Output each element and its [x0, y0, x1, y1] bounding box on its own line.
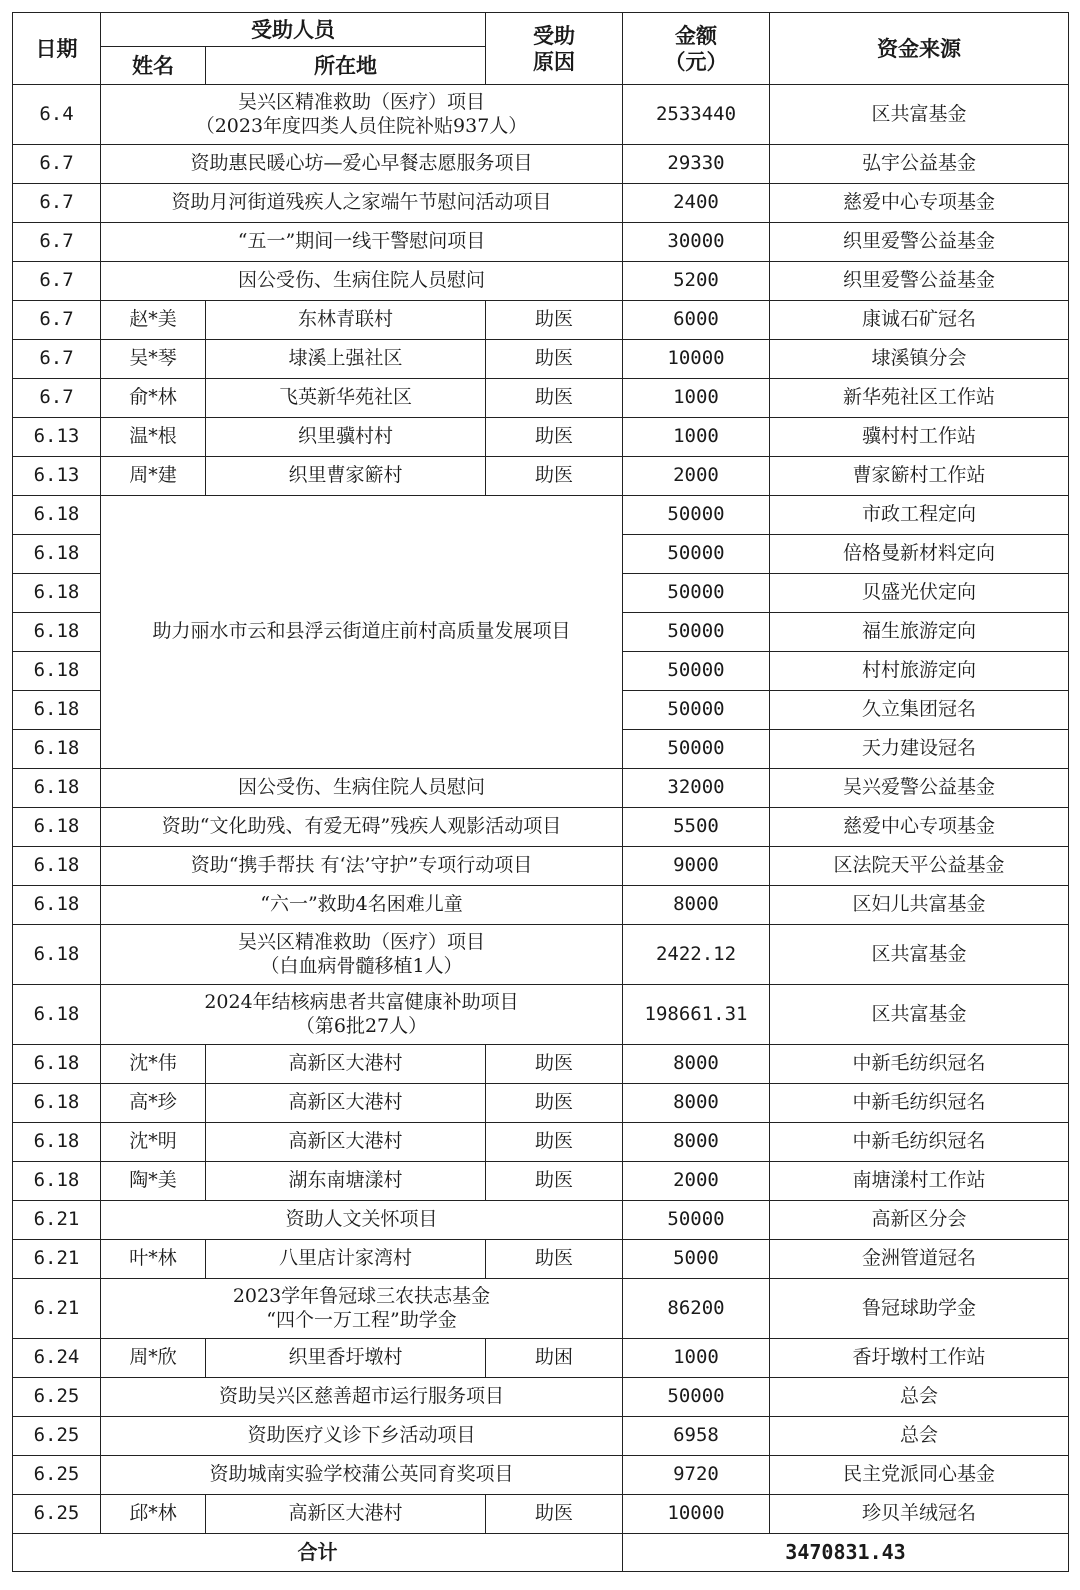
source-cell: 香圩墩村工作站: [770, 1339, 1069, 1378]
location-cell: 高新区大港村: [206, 1495, 486, 1534]
amount-cell: 2533440: [623, 85, 770, 145]
source-cell: 总会: [770, 1378, 1069, 1417]
source-cell: 贝盛光伏定向: [770, 574, 1069, 613]
reason-cell: 助医: [486, 1084, 623, 1123]
total-row: [13, 1534, 1069, 1572]
source-cell: 新华苑社区工作站: [770, 379, 1069, 418]
date-cell: 6.18: [13, 1084, 101, 1123]
source-cell: 中新毛纺织冠名: [770, 1084, 1069, 1123]
date-cell: 6.21: [13, 1279, 101, 1339]
source-cell: 区共富基金: [770, 85, 1069, 145]
name-cell: 温*根: [101, 418, 206, 457]
table-row: [13, 925, 1069, 985]
source-cell: 区法院天平公益基金: [770, 847, 1069, 886]
date-cell: 6.18: [13, 847, 101, 886]
header-date: 日期: [13, 13, 101, 85]
name-cell: 高*珍: [101, 1084, 206, 1123]
source-cell: 吴兴爱警公益基金: [770, 769, 1069, 808]
header-amount: 金额 （元）: [623, 13, 770, 85]
amount-cell: 1000: [623, 418, 770, 457]
location-cell: 东林青联村: [206, 301, 486, 340]
name-cell: 沈*明: [101, 1123, 206, 1162]
location-cell: 八里店计家湾村: [206, 1240, 486, 1279]
amount-cell: 50000: [623, 652, 770, 691]
reason-cell: 助医: [486, 418, 623, 457]
date-cell: 6.18: [13, 1162, 101, 1201]
reason-cell: 助医: [486, 1240, 623, 1279]
table-row: [13, 145, 1069, 184]
reason-cell: 助医: [486, 1162, 623, 1201]
table-row: [13, 1045, 1069, 1084]
table-row: [13, 1495, 1069, 1534]
project-cell: 资助人文关怀项目: [101, 1201, 623, 1240]
reason-cell: 助医: [486, 340, 623, 379]
date-cell: 6.18: [13, 1045, 101, 1084]
table-row: [13, 457, 1069, 496]
project-cell: 资助医疗义诊下乡活动项目: [101, 1417, 623, 1456]
table-row: [13, 1456, 1069, 1495]
date-cell: 6.18: [13, 496, 101, 535]
project-cell: 资助城南实验学校蒲公英同育奖项目: [101, 1456, 623, 1495]
date-cell: 6.18: [13, 652, 101, 691]
source-cell: 村村旅游定向: [770, 652, 1069, 691]
table-row: [13, 1162, 1069, 1201]
project-cell: 吴兴区精准救助（医疗）项目 （白血病骨髓移植1人）: [101, 925, 623, 985]
total-label: 合计: [13, 1534, 623, 1572]
amount-cell: 2000: [623, 457, 770, 496]
reason-cell: 助医: [486, 1123, 623, 1162]
source-cell: 倍格曼新材料定向: [770, 535, 1069, 574]
date-cell: 6.18: [13, 691, 101, 730]
group-project-cell: 助力丽水市云和县浮云街道庄前村高质量发展项目: [101, 496, 623, 769]
amount-cell: 50000: [623, 535, 770, 574]
amount-cell: 8000: [623, 886, 770, 925]
table-row: [13, 1201, 1069, 1240]
location-cell: 高新区大港村: [206, 1084, 486, 1123]
table-row: [13, 1339, 1069, 1378]
amount-cell: 6958: [623, 1417, 770, 1456]
amount-cell: 50000: [623, 613, 770, 652]
date-cell: 6.18: [13, 985, 101, 1045]
amount-cell: 6000: [623, 301, 770, 340]
amount-cell: 5500: [623, 808, 770, 847]
project-cell: 2024年结核病患者共富健康补助项目 （第6批27人）: [101, 985, 623, 1045]
table-row: [13, 1240, 1069, 1279]
amount-cell: 9000: [623, 847, 770, 886]
source-cell: 慈爱中心专项基金: [770, 184, 1069, 223]
date-cell: 6.7: [13, 379, 101, 418]
date-cell: 6.18: [13, 808, 101, 847]
project-cell: “五一”期间一线干警慰问项目: [101, 223, 623, 262]
name-cell: 俞*林: [101, 379, 206, 418]
table-row: [13, 1279, 1069, 1339]
date-cell: 6.18: [13, 574, 101, 613]
source-cell: 弘宇公益基金: [770, 145, 1069, 184]
name-cell: 周*欣: [101, 1339, 206, 1378]
source-cell: 慈爱中心专项基金: [770, 808, 1069, 847]
date-cell: 6.25: [13, 1417, 101, 1456]
date-cell: 6.18: [13, 535, 101, 574]
table-row: [13, 1417, 1069, 1456]
amount-cell: 86200: [623, 1279, 770, 1339]
amount-cell: 8000: [623, 1123, 770, 1162]
location-cell: 织里香圩墩村: [206, 1339, 486, 1378]
source-cell: 鲁冠球助学金: [770, 1279, 1069, 1339]
date-cell: 6.18: [13, 886, 101, 925]
date-cell: 6.18: [13, 769, 101, 808]
name-cell: 周*建: [101, 457, 206, 496]
table-row: [13, 85, 1069, 145]
amount-cell: 10000: [623, 340, 770, 379]
date-cell: 6.13: [13, 418, 101, 457]
date-cell: 6.21: [13, 1240, 101, 1279]
location-cell: 织里曹家簖村: [206, 457, 486, 496]
table-row: [13, 184, 1069, 223]
amount-cell: 9720: [623, 1456, 770, 1495]
amount-cell: 2000: [623, 1162, 770, 1201]
amount-cell: 50000: [623, 1378, 770, 1417]
reason-cell: 助困: [486, 1339, 623, 1378]
source-cell: 埭溪镇分会: [770, 340, 1069, 379]
source-cell: 区共富基金: [770, 985, 1069, 1045]
source-cell: 织里爱警公益基金: [770, 223, 1069, 262]
amount-cell: 50000: [623, 574, 770, 613]
total-value: 3470831.43: [623, 1534, 1069, 1572]
amount-cell: 1000: [623, 1339, 770, 1378]
donation-table: [12, 12, 1069, 1572]
amount-cell: 2400: [623, 184, 770, 223]
date-cell: 6.21: [13, 1201, 101, 1240]
amount-cell: 1000: [623, 379, 770, 418]
table-row: [13, 379, 1069, 418]
header-location: 所在地: [206, 47, 486, 85]
reason-cell: 助医: [486, 1045, 623, 1084]
source-cell: 中新毛纺织冠名: [770, 1045, 1069, 1084]
source-cell: 南塘漾村工作站: [770, 1162, 1069, 1201]
reason-cell: 助医: [486, 301, 623, 340]
source-cell: 金洲管道冠名: [770, 1240, 1069, 1279]
source-cell: 区妇儿共富基金: [770, 886, 1069, 925]
location-cell: 织里骥村村: [206, 418, 486, 457]
table-row: [13, 886, 1069, 925]
source-cell: 康诚石矿冠名: [770, 301, 1069, 340]
date-cell: 6.24: [13, 1339, 101, 1378]
project-cell: 吴兴区精准救助（医疗）项目 （2023年度四类人员住院补贴937人）: [101, 85, 623, 145]
project-cell: “六一”救助4名困难儿童: [101, 886, 623, 925]
header-reason: 受助 原因: [486, 13, 623, 85]
table-row: [13, 985, 1069, 1045]
date-cell: 6.18: [13, 1123, 101, 1162]
amount-cell: 50000: [623, 1201, 770, 1240]
project-cell: 因公受伤、生病住院人员慰问: [101, 262, 623, 301]
date-cell: 6.7: [13, 184, 101, 223]
location-cell: 飞英新华苑社区: [206, 379, 486, 418]
table-row: [13, 262, 1069, 301]
amount-cell: 198661.31: [623, 985, 770, 1045]
project-cell: 2023学年鲁冠球三农扶志基金 “四个一万工程”助学金: [101, 1279, 623, 1339]
source-cell: 区共富基金: [770, 925, 1069, 985]
table-row: [13, 1378, 1069, 1417]
source-cell: 民主党派同心基金: [770, 1456, 1069, 1495]
location-cell: 高新区大港村: [206, 1123, 486, 1162]
header-recipient: 受助人员: [101, 13, 486, 47]
name-cell: 邱*林: [101, 1495, 206, 1534]
name-cell: 赵*美: [101, 301, 206, 340]
source-cell: 曹家簖村工作站: [770, 457, 1069, 496]
name-cell: 沈*伟: [101, 1045, 206, 1084]
date-cell: 6.25: [13, 1495, 101, 1534]
amount-cell: 50000: [623, 730, 770, 769]
project-cell: 资助惠民暖心坊—爱心早餐志愿服务项目: [101, 145, 623, 184]
table-row: [13, 496, 1069, 535]
source-cell: 中新毛纺织冠名: [770, 1123, 1069, 1162]
project-cell: 资助吴兴区慈善超市运行服务项目: [101, 1378, 623, 1417]
date-cell: 6.18: [13, 613, 101, 652]
date-cell: 6.25: [13, 1378, 101, 1417]
table-row: [13, 847, 1069, 886]
table-row: [13, 340, 1069, 379]
name-cell: 陶*美: [101, 1162, 206, 1201]
amount-cell: 8000: [623, 1084, 770, 1123]
reason-cell: 助医: [486, 379, 623, 418]
date-cell: 6.7: [13, 301, 101, 340]
reason-cell: 助医: [486, 1495, 623, 1534]
amount-cell: 8000: [623, 1045, 770, 1084]
project-cell: 资助月河街道残疾人之家端午节慰问活动项目: [101, 184, 623, 223]
header-source: 资金来源: [770, 13, 1069, 85]
amount-cell: 50000: [623, 691, 770, 730]
date-cell: 6.7: [13, 145, 101, 184]
source-cell: 市政工程定向: [770, 496, 1069, 535]
source-cell: 久立集团冠名: [770, 691, 1069, 730]
table-row: [13, 1123, 1069, 1162]
table-row: [13, 769, 1069, 808]
header-name: 姓名: [101, 47, 206, 85]
table-row: [13, 808, 1069, 847]
name-cell: 叶*林: [101, 1240, 206, 1279]
reason-cell: 助医: [486, 457, 623, 496]
date-cell: 6.7: [13, 223, 101, 262]
location-cell: 埭溪上强社区: [206, 340, 486, 379]
source-cell: 福生旅游定向: [770, 613, 1069, 652]
project-cell: 因公受伤、生病住院人员慰问: [101, 769, 623, 808]
source-cell: 骥村村工作站: [770, 418, 1069, 457]
name-cell: 吴*琴: [101, 340, 206, 379]
date-cell: 6.4: [13, 85, 101, 145]
date-cell: 6.7: [13, 262, 101, 301]
amount-cell: 30000: [623, 223, 770, 262]
source-cell: 高新区分会: [770, 1201, 1069, 1240]
source-cell: 珍贝羊绒冠名: [770, 1495, 1069, 1534]
table-row: [13, 301, 1069, 340]
amount-cell: 2422.12: [623, 925, 770, 985]
amount-cell: 32000: [623, 769, 770, 808]
amount-cell: 10000: [623, 1495, 770, 1534]
project-cell: 资助“携手帮扶 有‘法’守护”专项行动项目: [101, 847, 623, 886]
source-cell: 总会: [770, 1417, 1069, 1456]
amount-cell: 5200: [623, 262, 770, 301]
project-cell: 资助“文化助残、有爱无碍”残疾人观影活动项目: [101, 808, 623, 847]
source-cell: 天力建设冠名: [770, 730, 1069, 769]
date-cell: 6.18: [13, 925, 101, 985]
date-cell: 6.7: [13, 340, 101, 379]
date-cell: 6.18: [13, 730, 101, 769]
source-cell: 织里爱警公益基金: [770, 262, 1069, 301]
amount-cell: 5000: [623, 1240, 770, 1279]
date-cell: 6.25: [13, 1456, 101, 1495]
amount-cell: 29330: [623, 145, 770, 184]
table-row: [13, 418, 1069, 457]
date-cell: 6.13: [13, 457, 101, 496]
table-row: [13, 1084, 1069, 1123]
amount-cell: 50000: [623, 496, 770, 535]
table-row: [13, 223, 1069, 262]
location-cell: 高新区大港村: [206, 1045, 486, 1084]
location-cell: 湖东南塘漾村: [206, 1162, 486, 1201]
